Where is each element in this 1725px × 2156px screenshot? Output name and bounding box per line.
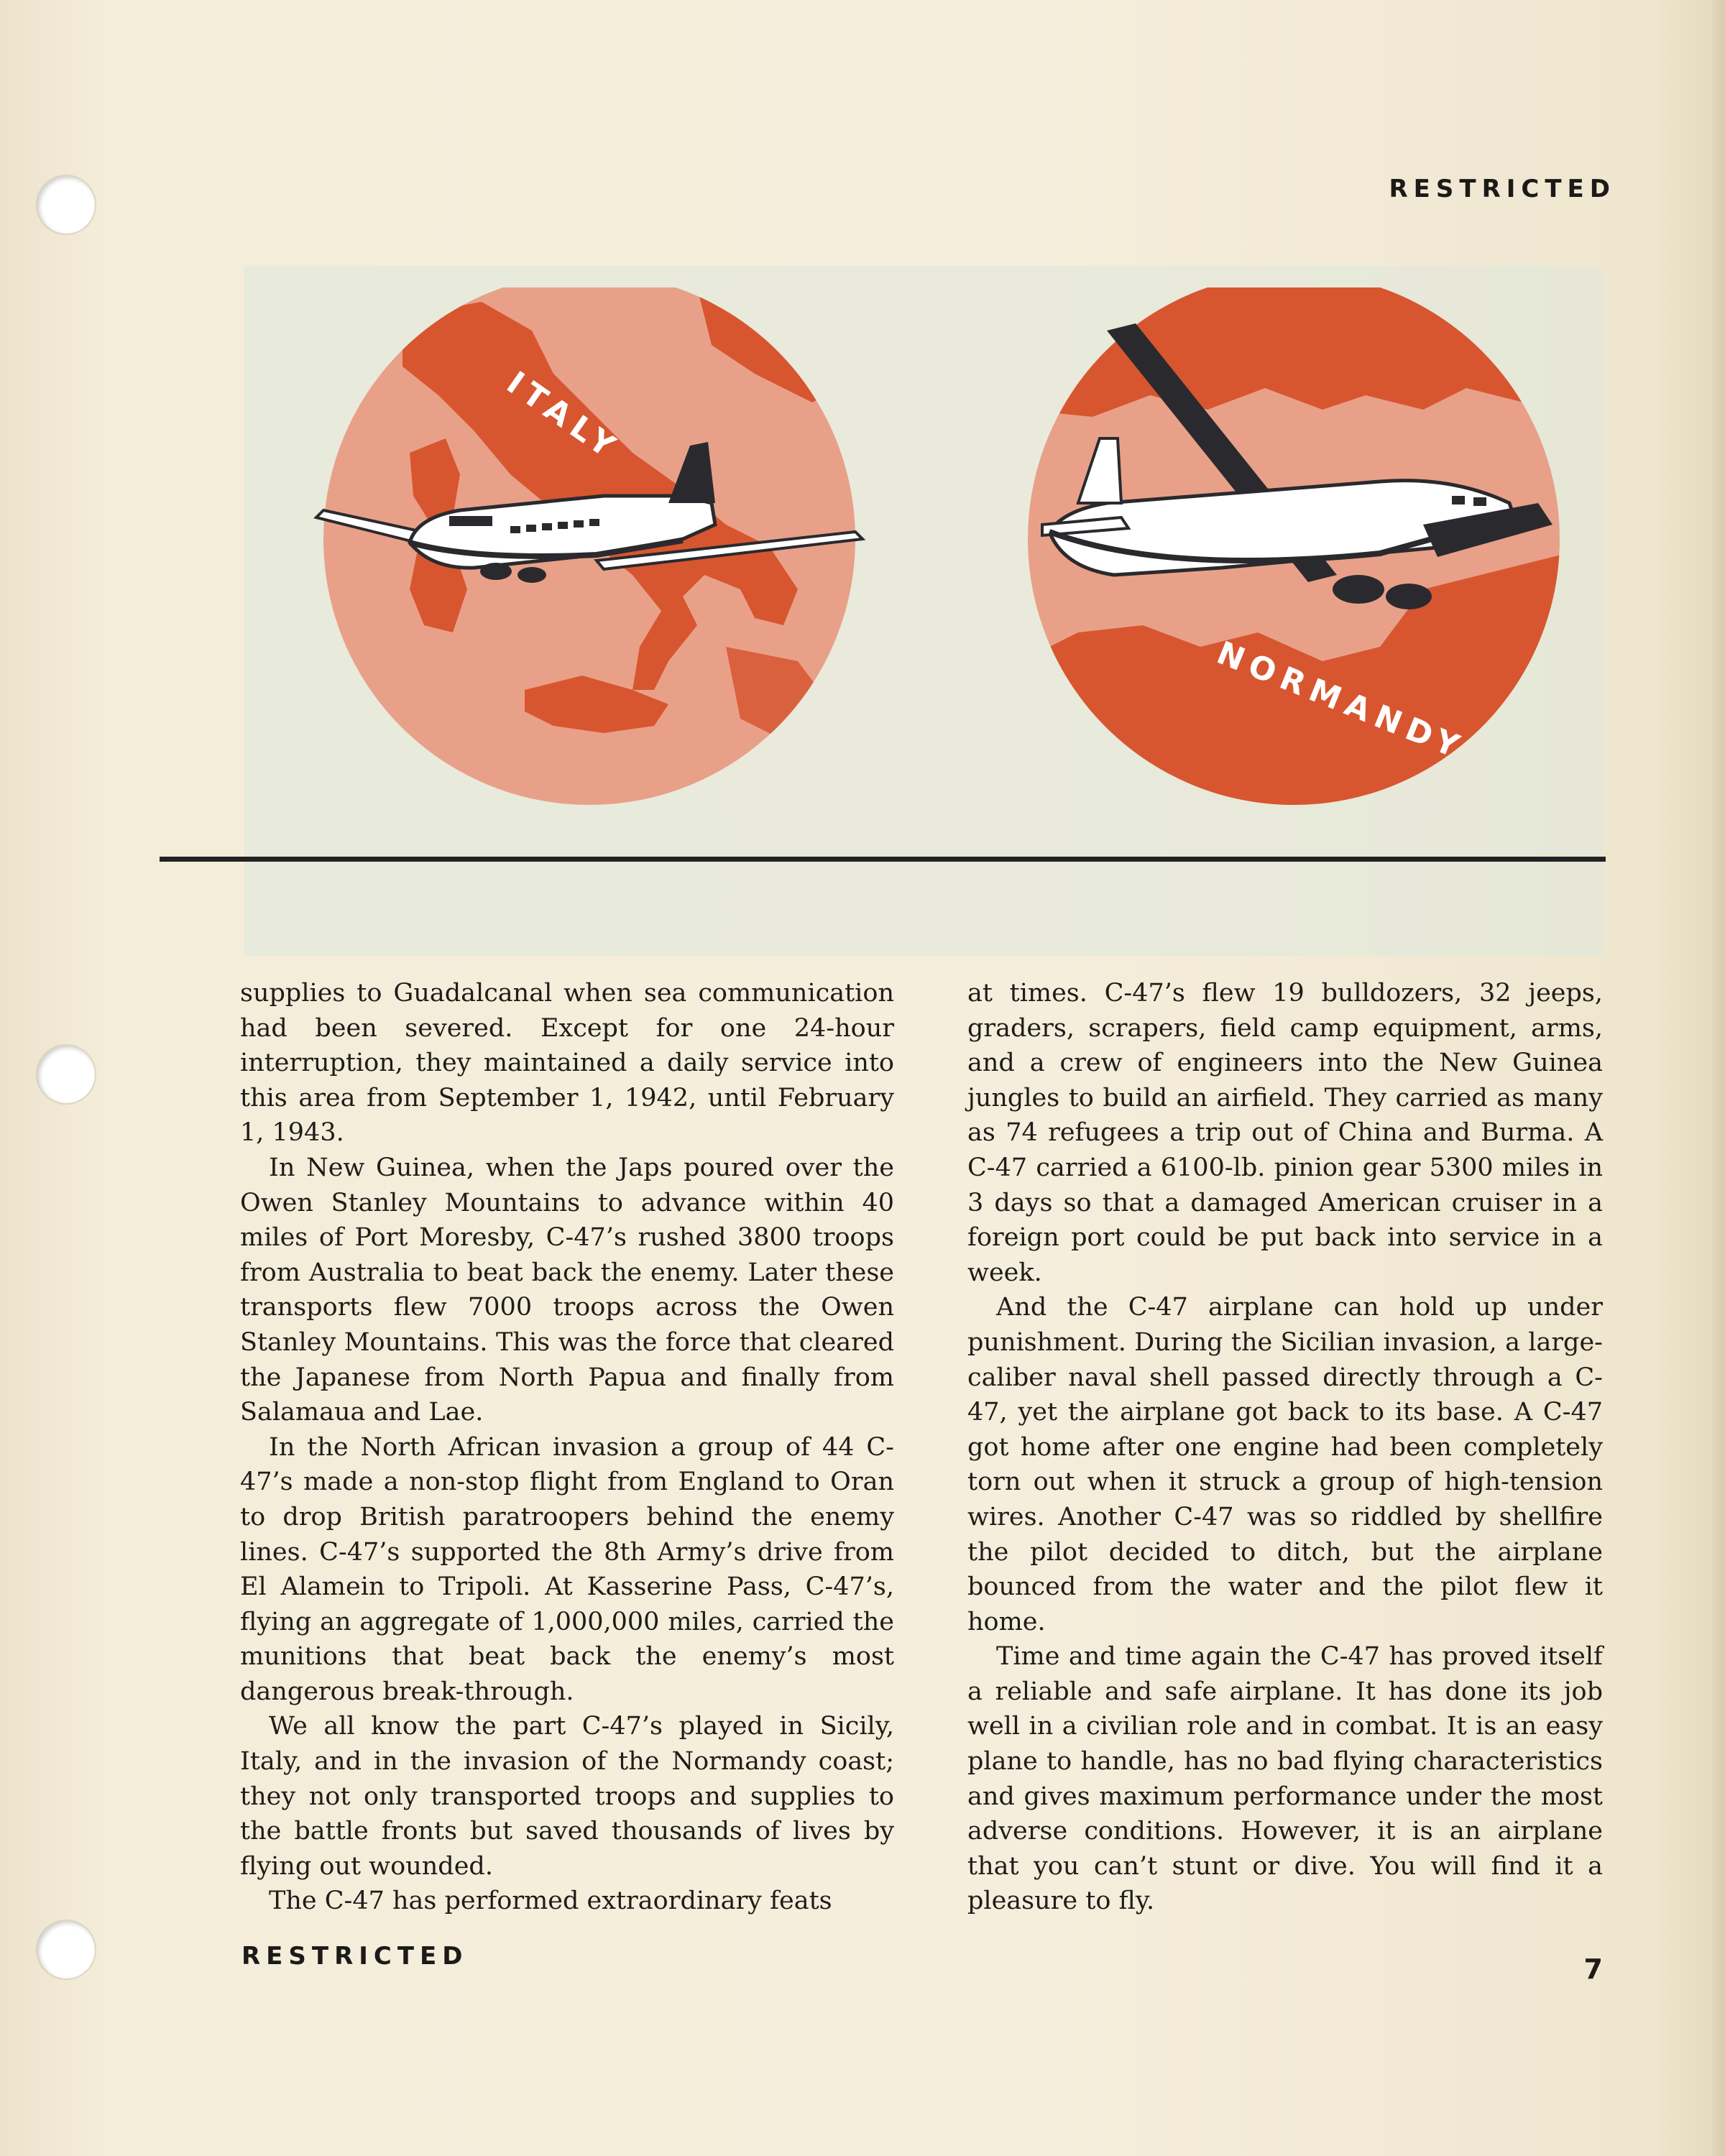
paragraph: Time and time again the C-47 has proved itself a reliable and safe airplane. It has done its job well in a civilian role and in combat. It is an easy plane to handle, has no bad flying characteristics and gives maximum performance under the most adverse conditions. However, it is an airplane that you can’t stunt or dive. You will find it a pleasure to fly. [967, 1642, 1603, 1916]
normandy-label: NORMANDY [1211, 634, 1471, 768]
normandy-illustration [1021, 287, 1596, 805]
right-column [967, 976, 1603, 1919]
binder-hole-middle [37, 1046, 95, 1103]
paragraph: We all know the part C-47’s played in Sicily, Italy, and in the invasion of the Normandy coast; they not only transported troops and supplies to the battle fronts but saved thousands of lives by flying out wounded. [240, 1712, 894, 1881]
page-number: 7 [1583, 1953, 1603, 1985]
italy-illustration [295, 287, 870, 805]
classification-header: RESTRICTED [1389, 175, 1616, 203]
binder-hole-top [37, 176, 95, 234]
classification-footer: RESTRICTED [242, 1942, 469, 1971]
paragraph: The C-47 has performed extraordinary feats [269, 1886, 832, 1916]
italy-label: ITALY [500, 364, 627, 469]
paragraph: In the North African invasion a group of 44 C-47’s made a non-stop flight from England to Oran to drop British paratroopers behind the enemy lines. C-47’s supported the 8th Army’s drive from El Alamein to Tripoli. At Kasserine Pass, C-47’s, flying an aggregate of 1,000,000 miles, carried the munitions that beat back the enemy’s most dangerous break-through. [240, 1432, 894, 1706]
paragraph: And the C-47 airplane can hold up under punishment. During the Sicilian invasion, a large-caliber naval shell passed directly through a C-47, yet the airplane got back to its base. A C-47 got home after one engine had been completely torn out when it struck a group of high-tension wires. Another C-47 was so riddled by shellfire the pilot decided to ditch, but the airplane bounced from the water and the pilot flew it home. [967, 1293, 1603, 1636]
paragraph: supplies to Guadalcanal when sea communication had been severed. Except for one 24-hour interruption, they maintained a daily service into this area from September 1, 1942, until February 1, 1943. [240, 979, 894, 1148]
binder-hole-bottom [37, 1921, 95, 1978]
page-edge [1709, 0, 1725, 2156]
paragraph: In New Guinea, when the Japs poured over the Owen Stanley Mountains to advance within 40 miles of Port Moresby, C-47’s rushed 3800 troops from Australia to beat back the enemy. Later these transports flew 7000 troops across the Owen Stanley Mountains. This was the force that cleared the Japanese from North Papua and finally from Salamaua and Lae. [240, 1153, 894, 1427]
left-column [240, 976, 894, 1919]
article-body [240, 976, 1606, 1932]
section-divider [160, 857, 1606, 862]
paragraph: at times. C-47’s flew 19 bulldozers, 32 jeeps, graders, scrapers, field camp equipment, arms, and a crew of engineers into the New Guinea jungles to build an airfield. They carried as many as 74 refugees a trip out of China and Burma. A C-47 carried a 6100-lb. pinion gear 5300 miles in 3 days so that a damaged American cruiser in a foreign port could be put back into service in a week. [967, 979, 1603, 1287]
